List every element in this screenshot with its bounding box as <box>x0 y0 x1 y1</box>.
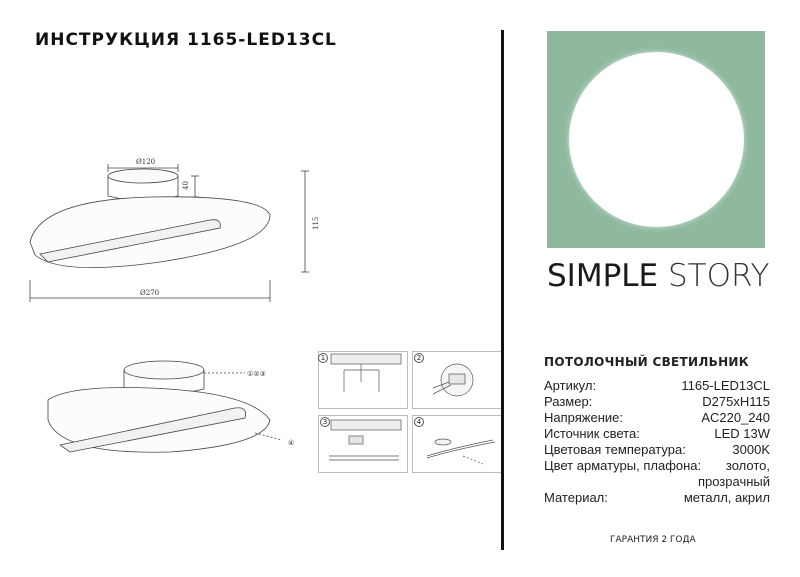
step-number-4: 4 <box>414 417 424 427</box>
step-3-illustration <box>319 416 407 472</box>
brand-logo <box>547 258 770 294</box>
step-number-1: 1 <box>318 353 328 363</box>
spec-value: 3000K <box>732 442 770 457</box>
step-number-3: 3 <box>320 417 330 427</box>
spec-label: Размер: <box>544 394 593 409</box>
spec-value: золото, <box>725 458 770 473</box>
dim-height: 115 <box>312 216 320 230</box>
spec-row-material <box>544 490 770 506</box>
step-number-2: 2 <box>414 353 424 363</box>
lamp-disc-image <box>569 52 744 227</box>
spec-value: LED 13W <box>714 426 770 441</box>
brand-name-part2: STORY <box>667 258 770 294</box>
spec-row-light-source <box>544 426 770 442</box>
spec-row-article <box>544 378 770 394</box>
step-1-illustration <box>319 352 407 408</box>
spec-label: Цвет арматуры, плафона: <box>544 458 702 473</box>
spec-label: Артикул: <box>544 378 597 393</box>
spec-value: D275xH115 <box>702 394 770 409</box>
warranty-note: ГАРАНТИЯ 2 ГОДА <box>610 535 696 545</box>
dim-diameter: Ø270 <box>140 289 160 297</box>
brand-name-part1: SIMPLE <box>547 258 659 294</box>
assembly-step-1 <box>318 351 408 409</box>
spec-value: металл, акрил <box>683 490 770 505</box>
spec-label: Цветовая температура: <box>544 442 686 457</box>
spec-row-color <box>544 458 770 474</box>
dim-base-height: 40 <box>182 181 190 190</box>
assembly-step-2 <box>412 351 502 409</box>
spec-value-continued: прозрачный <box>697 474 770 489</box>
spec-label: Источник света: <box>544 426 640 441</box>
assembly-step-3 <box>318 415 408 473</box>
callout-part-4: ④ <box>288 439 295 447</box>
spec-list <box>544 378 770 506</box>
page-title: ИНСТРУКЦИЯ 1165-LED13CL <box>35 30 337 50</box>
step-4-illustration <box>413 416 501 472</box>
spec-value: AC220_240 <box>701 410 770 425</box>
dim-diameter-base: Ø120 <box>136 158 156 166</box>
spec-label: Напряжение: <box>544 410 623 425</box>
vertical-divider <box>501 30 504 550</box>
spec-row-size <box>544 394 770 410</box>
assembly-step-4 <box>412 415 502 473</box>
spec-label: Материал: <box>544 490 608 505</box>
callout-parts-123: ①②③ <box>247 370 266 378</box>
product-type-heading: ПОТОЛОЧНЫЙ СВЕТИЛЬНИК <box>544 355 749 369</box>
product-hero-image <box>547 31 765 248</box>
spec-row-voltage <box>544 410 770 426</box>
step-2-illustration <box>413 352 501 408</box>
spec-value: 1165-LED13CL <box>681 378 770 393</box>
spec-row-color-temperature <box>544 442 770 458</box>
